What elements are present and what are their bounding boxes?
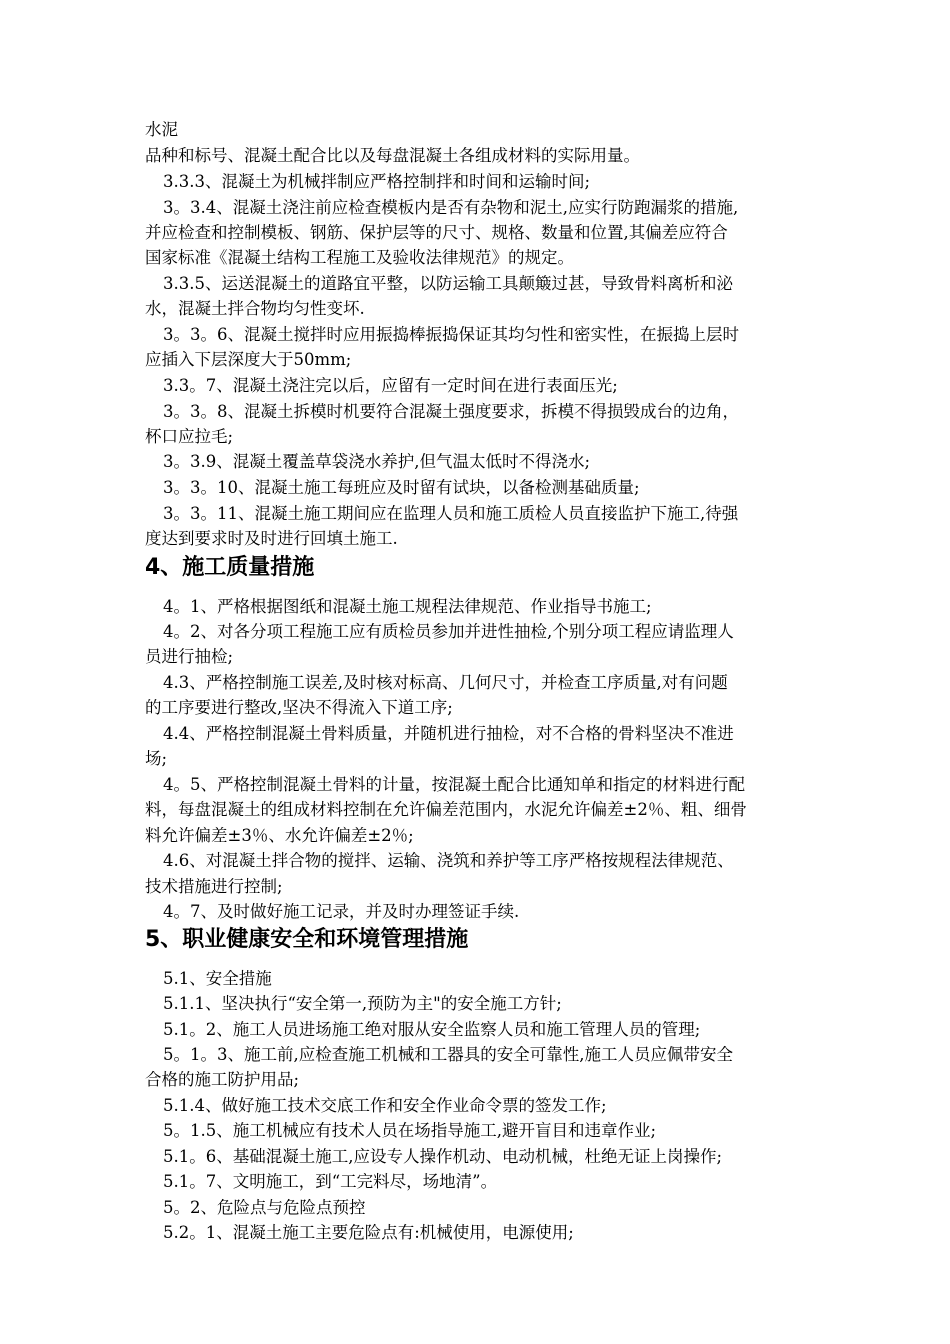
text-line: 3.3.5、运送混凝土的道路宜平整，以防运输工具颠簸过甚，导致骨料离析和泌: [163, 274, 733, 293]
text-line: 3.3。7、混凝土浇注完以后，应留有一定时间在进行表面压光;: [163, 376, 618, 395]
text-line: 料，每盘混凝土的组成材料控制在允许偏差范围内，水泥允许偏差±2％、粗、细骨: [145, 800, 747, 819]
text-line: 5.1。7、文明施工，到“工完料尽，场地清”。: [163, 1172, 498, 1191]
text-line: 3。3。8、混凝土拆模时机要符合混凝土强度要求，拆模不得损毁成台的边角，: [163, 402, 739, 421]
text-line: 3。3.4、混凝土浇注前应检查模板内是否有杂物和泥土,应实行防跑漏浆的措施,: [163, 198, 739, 217]
text-line: 3。3。11、混凝土施工期间应在监理人员和施工质检人员直接监护下施工,待强: [163, 504, 739, 523]
text-line: 5.1.4、做好施工技术交底工作和安全作业命令票的签发工作;: [163, 1096, 607, 1115]
text-line: 度达到要求时及时进行回填土施工.: [145, 529, 398, 548]
text-line: 合格的施工防护用品;: [145, 1070, 300, 1089]
text-line: 的工序要进行整改,坚决不得流入下道工序;: [145, 698, 453, 717]
text-line: 并应检查和控制模板、钢筋、保护层等的尺寸、规格、数量和位置,其偏差应符合: [145, 223, 728, 242]
text-line: 水泥: [145, 120, 178, 139]
text-line: 5.2。1、混凝土施工主要危险点有:机械使用，电源使用;: [163, 1223, 574, 1242]
text-line: 员进行抽检;: [145, 647, 234, 666]
text-line: 4。2、对各分项工程施工应有质检员参加并进性抽检,个别分项工程应请监理人: [163, 622, 734, 641]
text-line: 4。5、严格控制混凝土骨料的计量，按混凝土配合比通知单和指定的材料进行配: [163, 775, 745, 794]
text-line: 5.1、安全措施: [163, 969, 272, 988]
text-line: 4.6、对混凝土拌合物的搅拌、运输、浇筑和养护等工序严格按规程法律规范、: [163, 851, 734, 870]
text-line: 4.3、严格控制施工误差,及时核对标高、几何尺寸，并检查工序质量,对有问题: [163, 673, 728, 692]
text-line: 5.1。2、施工人员进场施工绝对服从安全监察人员和施工管理人员的管理;: [163, 1020, 701, 1039]
text-line: 品种和标号、混凝土配合比以及每盘混凝土各组成材料的实际用量。: [145, 146, 640, 165]
text-line: 4。7、及时做好施工记录，并及时办理签证手续.: [163, 902, 520, 921]
text-line: 水，混凝土拌合物均匀性变坏.: [145, 299, 365, 318]
text-line: 杯口应拉毛;: [145, 427, 234, 446]
text-line: 国家标准《混凝土结构工程施工及验收法律规范》的规定。: [145, 248, 574, 267]
text-line: 5。2、危险点与危险点预控: [163, 1198, 366, 1217]
text-line: 场;: [145, 749, 168, 768]
text-line: 5.1。6、基础混凝土施工,应设专人操作机动、电动机械，杜绝无证上岗操作;: [163, 1147, 723, 1166]
section-heading-health-safety: 5、职业健康安全和环境管理措施: [145, 927, 469, 952]
text-line: 应插入下层深度大于50mm;: [145, 350, 352, 369]
text-line: 5。1.5、施工机械应有技术人员在场指导施工,避开盲目和违章作业;: [163, 1121, 657, 1140]
text-line: 3。3.9、混凝土覆盖草袋浇水养护,但气温太低时不得浇水;: [163, 452, 591, 471]
text-line: 4.4、严格控制混凝土骨料质量，并随机进行抽检，对不合格的骨料坚决不准进: [163, 724, 734, 743]
text-line: 技术措施进行控制;: [145, 877, 283, 896]
text-line: 5.1.1、坚决执行“安全第一,预防为主"的安全施工方针;: [163, 994, 562, 1013]
text-line: 料允许偏差±3％、水允许偏差±2％;: [145, 826, 414, 845]
section-heading-quality: 4、施工质量措施: [145, 555, 315, 580]
text-line: 3。3。10、混凝土施工每班应及时留有试块，以备检测基础质量;: [163, 478, 640, 497]
text-line: 5。1。3、施工前,应检查施工机械和工器具的安全可靠性,施工人员应佩带安全: [163, 1045, 733, 1064]
text-line: 3.3.3、混凝土为机械拌制应严格控制拌和时间和运输时间;: [163, 172, 591, 191]
text-line: 3。3。6、混凝土搅拌时应用振捣棒振捣保证其均匀性和密实性，在振捣上层时: [163, 325, 739, 344]
text-line: 4。1、严格根据图纸和混凝土施工规程法律规范、作业指导书施工;: [163, 597, 652, 616]
